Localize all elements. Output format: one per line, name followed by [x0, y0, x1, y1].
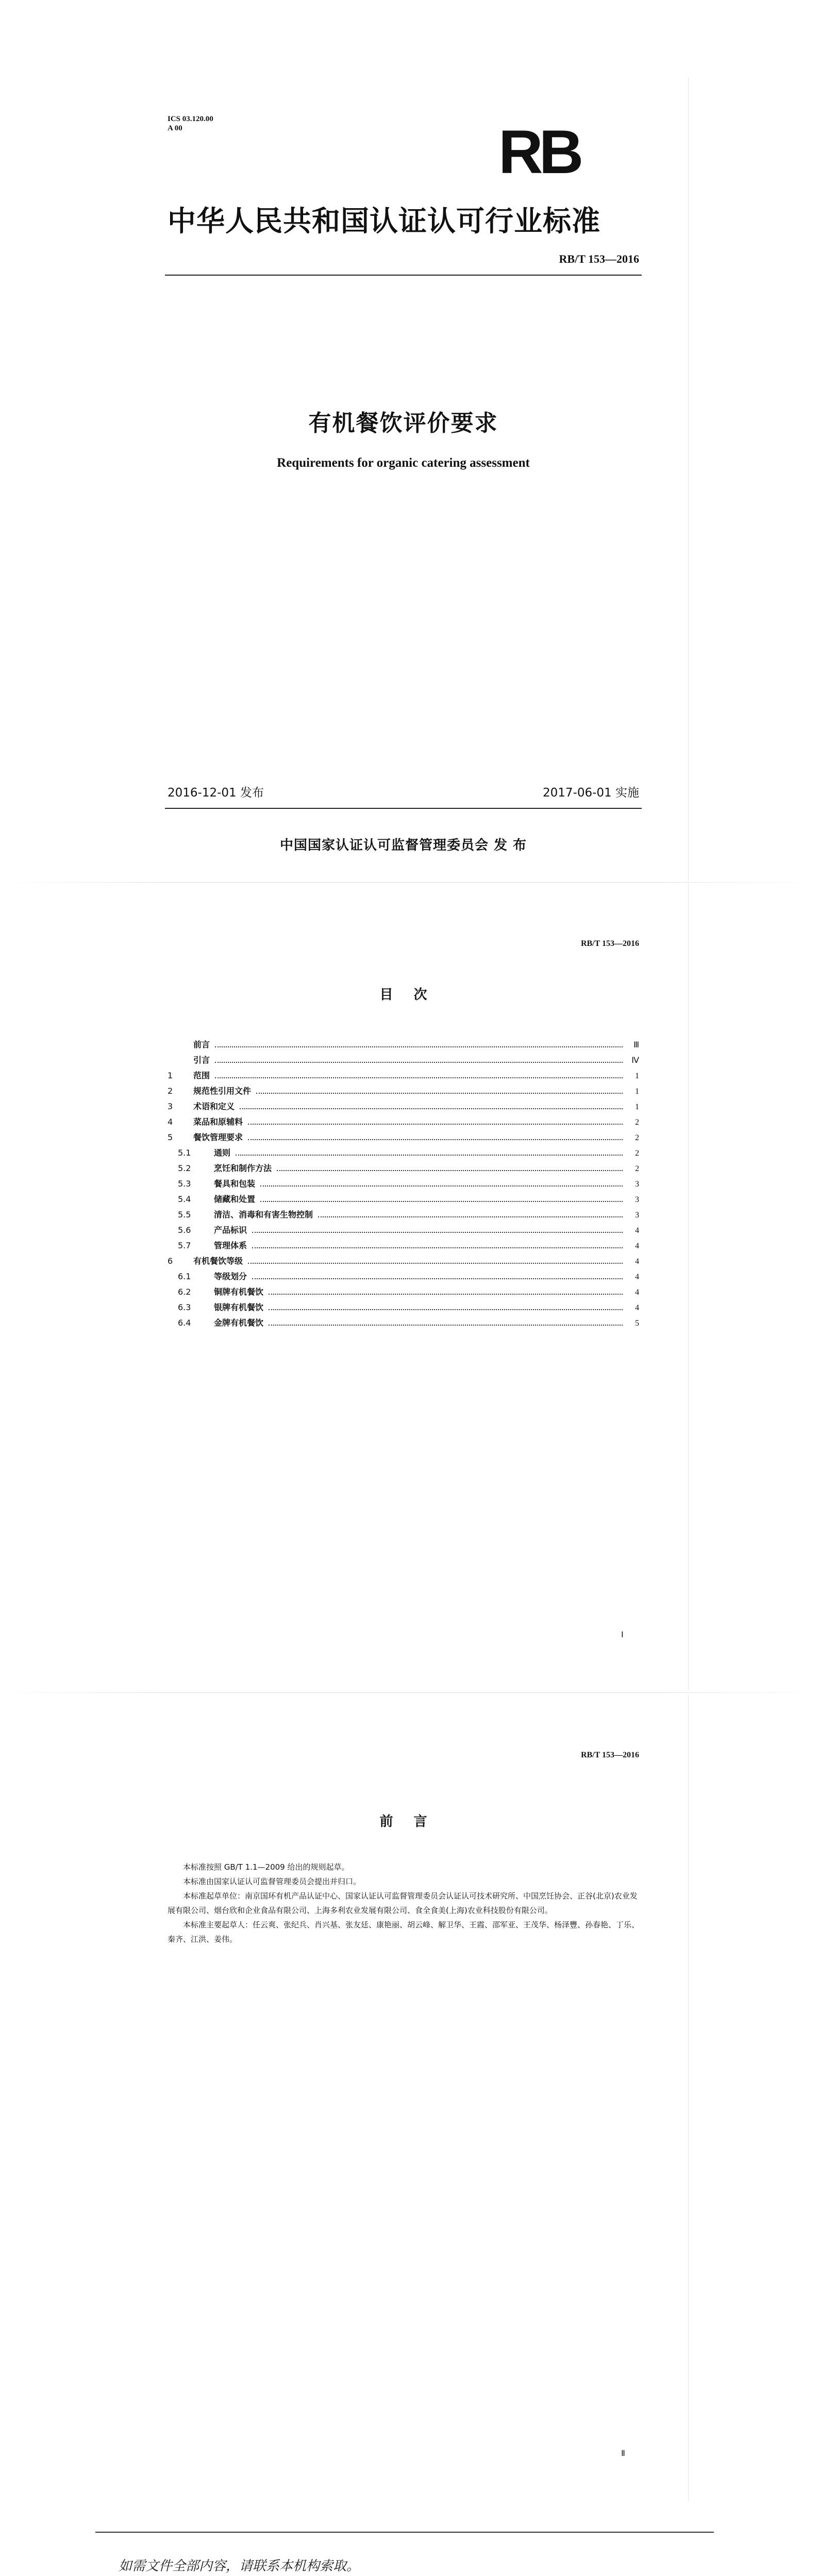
toc-entry-label: 金牌有机餐饮: [214, 1318, 264, 1328]
date-divider: [165, 808, 642, 809]
toc-entry-number: 5.3: [178, 1179, 191, 1189]
page-number: Ⅰ: [621, 1631, 624, 1639]
page-separator: [0, 1692, 818, 1693]
page-number: Ⅱ: [621, 2449, 625, 2458]
toc-leader-dots: [252, 1278, 623, 1279]
toc-entry-number: 3: [168, 1101, 173, 1111]
implement-date: 2017-06-01 实施: [543, 786, 639, 800]
header-code: RB/T 153—2016: [580, 1751, 639, 1759]
toc-entry-page: 4: [635, 1257, 639, 1266]
toc-title: 目次: [379, 987, 448, 1003]
toc-entry[interactable]: [168, 1224, 639, 1239]
footer-divider: [95, 2532, 714, 2533]
cover-page: [119, 77, 688, 881]
toc-entry[interactable]: [168, 1285, 639, 1301]
toc-leader-dots: [248, 1139, 623, 1140]
toc-entry[interactable]: [168, 1038, 639, 1054]
toc-entry[interactable]: [168, 1100, 639, 1115]
toc-entry-number: 5.5: [178, 1210, 191, 1219]
toc-entry[interactable]: [168, 1162, 639, 1177]
toc-leader-dots: [248, 1124, 623, 1125]
toc-entry-page: 3: [635, 1195, 639, 1204]
cover-divider: [165, 275, 642, 276]
toc-entry-page: Ⅳ: [631, 1056, 639, 1065]
toc-entry-label: 银牌有机餐饮: [214, 1302, 264, 1312]
toc-leader-dots: [248, 1263, 623, 1264]
toc-entry-page: 2: [635, 1133, 639, 1142]
class-code: A 00: [168, 124, 182, 132]
toc-leader-dots: [277, 1170, 623, 1171]
toc-entry-number: 5.1: [178, 1148, 191, 1158]
toc-leader-dots: [269, 1325, 623, 1326]
toc-list: [168, 1038, 639, 1332]
preface-paragraph: 本标准起草单位：南京国环有机产品认证中心、国家认证认可监督管理委员会认证认可技术研究所、中国烹饪协会、正谷(北京)农业发展有限公司、烟台欣和企业食品有限公司、上海多利农业发展有限公司、食全食美(上海)农业科技股份有限公司。: [168, 1891, 638, 1915]
toc-entry-number: 6: [168, 1256, 173, 1266]
preface-paragraph: 本标准按照 GB/T 1.1—2009 给出的规则起草。: [183, 1862, 349, 1872]
preface-paragraph: 本标准由国家认证认可监督管理委员会提出并归口。: [183, 1877, 361, 1886]
preface-title: 前言: [379, 1814, 448, 1829]
toc-leader-dots: [269, 1294, 623, 1295]
toc-leader-dots: [269, 1309, 623, 1310]
toc-entry-page: 4: [635, 1242, 639, 1250]
toc-entry-label: 术语和定义: [193, 1101, 235, 1111]
toc-leader-dots: [318, 1216, 623, 1217]
toc-entry[interactable]: [168, 1193, 639, 1208]
page-separator: [0, 882, 818, 883]
ics-code: ICS 03.120.00: [168, 115, 213, 123]
toc-entry-number: 5.2: [178, 1163, 191, 1173]
toc-entry[interactable]: [168, 1316, 639, 1332]
toc-entry-number: 5.4: [178, 1194, 191, 1204]
toc-entry-label: 通则: [214, 1148, 231, 1158]
toc-entry-page: Ⅲ: [633, 1041, 639, 1049]
toc-entry-number: 5: [168, 1132, 173, 1142]
toc-leader-dots: [252, 1232, 623, 1233]
toc-entry-number: 6.3: [178, 1302, 191, 1312]
toc-entry-page: 2: [635, 1149, 639, 1158]
toc-entry-number: 1: [168, 1071, 173, 1080]
toc-entry-label: 餐饮管理要求: [193, 1132, 243, 1142]
toc-entry[interactable]: [168, 1054, 639, 1069]
publisher: 中国国家认证认可监督管理委员会 发 布: [279, 838, 527, 853]
toc-entry[interactable]: [168, 1131, 639, 1146]
toc-entry-label: 产品标识: [214, 1225, 247, 1235]
toc-entry[interactable]: [168, 1239, 639, 1255]
toc-entry-page: 1: [635, 1072, 639, 1080]
title-english: Requirements for organic catering assessment: [277, 456, 530, 470]
toc-entry[interactable]: [168, 1069, 639, 1084]
toc-entry[interactable]: [168, 1177, 639, 1193]
toc-entry[interactable]: [168, 1084, 639, 1100]
toc-entry-page: 5: [635, 1319, 639, 1328]
toc-entry[interactable]: [168, 1146, 639, 1162]
toc-entry[interactable]: [168, 1270, 639, 1285]
toc-entry-label: 有机餐饮等级: [193, 1256, 243, 1266]
toc-entry-page: 2: [635, 1164, 639, 1173]
toc-entry-number: 5.6: [178, 1225, 191, 1235]
toc-leader-dots: [215, 1062, 623, 1063]
toc-leader-dots: [252, 1247, 623, 1248]
toc-entry-label: 餐具和包装: [214, 1179, 256, 1189]
toc-entry-number: 4: [168, 1117, 173, 1127]
toc-entry-page: 4: [635, 1226, 639, 1235]
toc-entry-number: 6.4: [178, 1318, 191, 1328]
toc-entry-page: 1: [635, 1087, 639, 1096]
toc-entry-page: 3: [635, 1211, 639, 1219]
toc-entry-number: 5.7: [178, 1241, 191, 1250]
toc-entry-label: 前言: [193, 1040, 210, 1049]
publish-date: 2016-12-01 发布: [168, 786, 264, 800]
toc-entry[interactable]: [168, 1301, 639, 1316]
toc-entry-page: 3: [635, 1180, 639, 1189]
toc-page: [119, 884, 688, 1690]
preface-paragraph: 本标准主要起草人：任云爽、张纪兵、肖兴基、张友廷、康艳丽、胡云峰、解卫华、王霞、邵军亚、王茂华、杨泽豐、孙春艳、丁乐、秦齐、江洪、姜伟。: [168, 1920, 640, 1944]
header-code: RB/T 153—2016: [580, 939, 639, 948]
toc-entry-label: 等级划分: [214, 1272, 247, 1281]
toc-entry-label: 清洁、消毒和有害生物控制: [214, 1210, 313, 1219]
toc-entry-label: 规范性引用文件: [193, 1086, 252, 1096]
standard-code: RB/T 153—2016: [559, 252, 639, 265]
preface-page: [119, 1695, 688, 2501]
toc-entry-page: 4: [635, 1273, 639, 1281]
toc-entry-number: 6.2: [178, 1287, 191, 1297]
toc-entry-page: 4: [635, 1288, 639, 1297]
toc-entry-page: 2: [635, 1118, 639, 1127]
toc-entry-label: 储藏和处置: [214, 1194, 256, 1204]
toc-entry[interactable]: [168, 1255, 639, 1270]
ics-block: [168, 114, 213, 133]
toc-entry-label: 管理体系: [214, 1241, 247, 1250]
toc-entry-page: 1: [635, 1103, 639, 1111]
toc-entry-number: 2: [168, 1086, 173, 1096]
toc-leader-dots: [256, 1093, 623, 1094]
toc-entry-label: 烹饪和制作方法: [214, 1163, 272, 1173]
toc-leader-dots: [260, 1201, 623, 1202]
toc-leader-dots: [236, 1155, 623, 1156]
toc-entry-page: 4: [635, 1303, 639, 1312]
rb-logo: RB: [498, 117, 580, 187]
title-chinese: 有机餐饮评价要求: [308, 410, 498, 436]
standard-category: 中华人民共和国认证认可行业标准: [168, 205, 601, 238]
toc-entry[interactable]: [168, 1115, 639, 1131]
toc-leader-dots: [215, 1046, 623, 1047]
toc-entry-label: 范围: [193, 1071, 210, 1080]
toc-entry[interactable]: [168, 1208, 639, 1224]
footer-note: 如需文件全部内容，请联系本机构索取。: [119, 2558, 360, 2574]
toc-leader-dots: [240, 1108, 623, 1109]
toc-entry-label: 铜牌有机餐饮: [214, 1287, 264, 1297]
toc-entry-number: 6.1: [178, 1272, 191, 1281]
preface-body: [168, 1860, 639, 1946]
toc-leader-dots: [260, 1185, 623, 1187]
toc-entry-label: 引言: [193, 1055, 210, 1065]
toc-leader-dots: [215, 1077, 623, 1078]
toc-entry-label: 菜品和原辅料: [193, 1117, 243, 1127]
